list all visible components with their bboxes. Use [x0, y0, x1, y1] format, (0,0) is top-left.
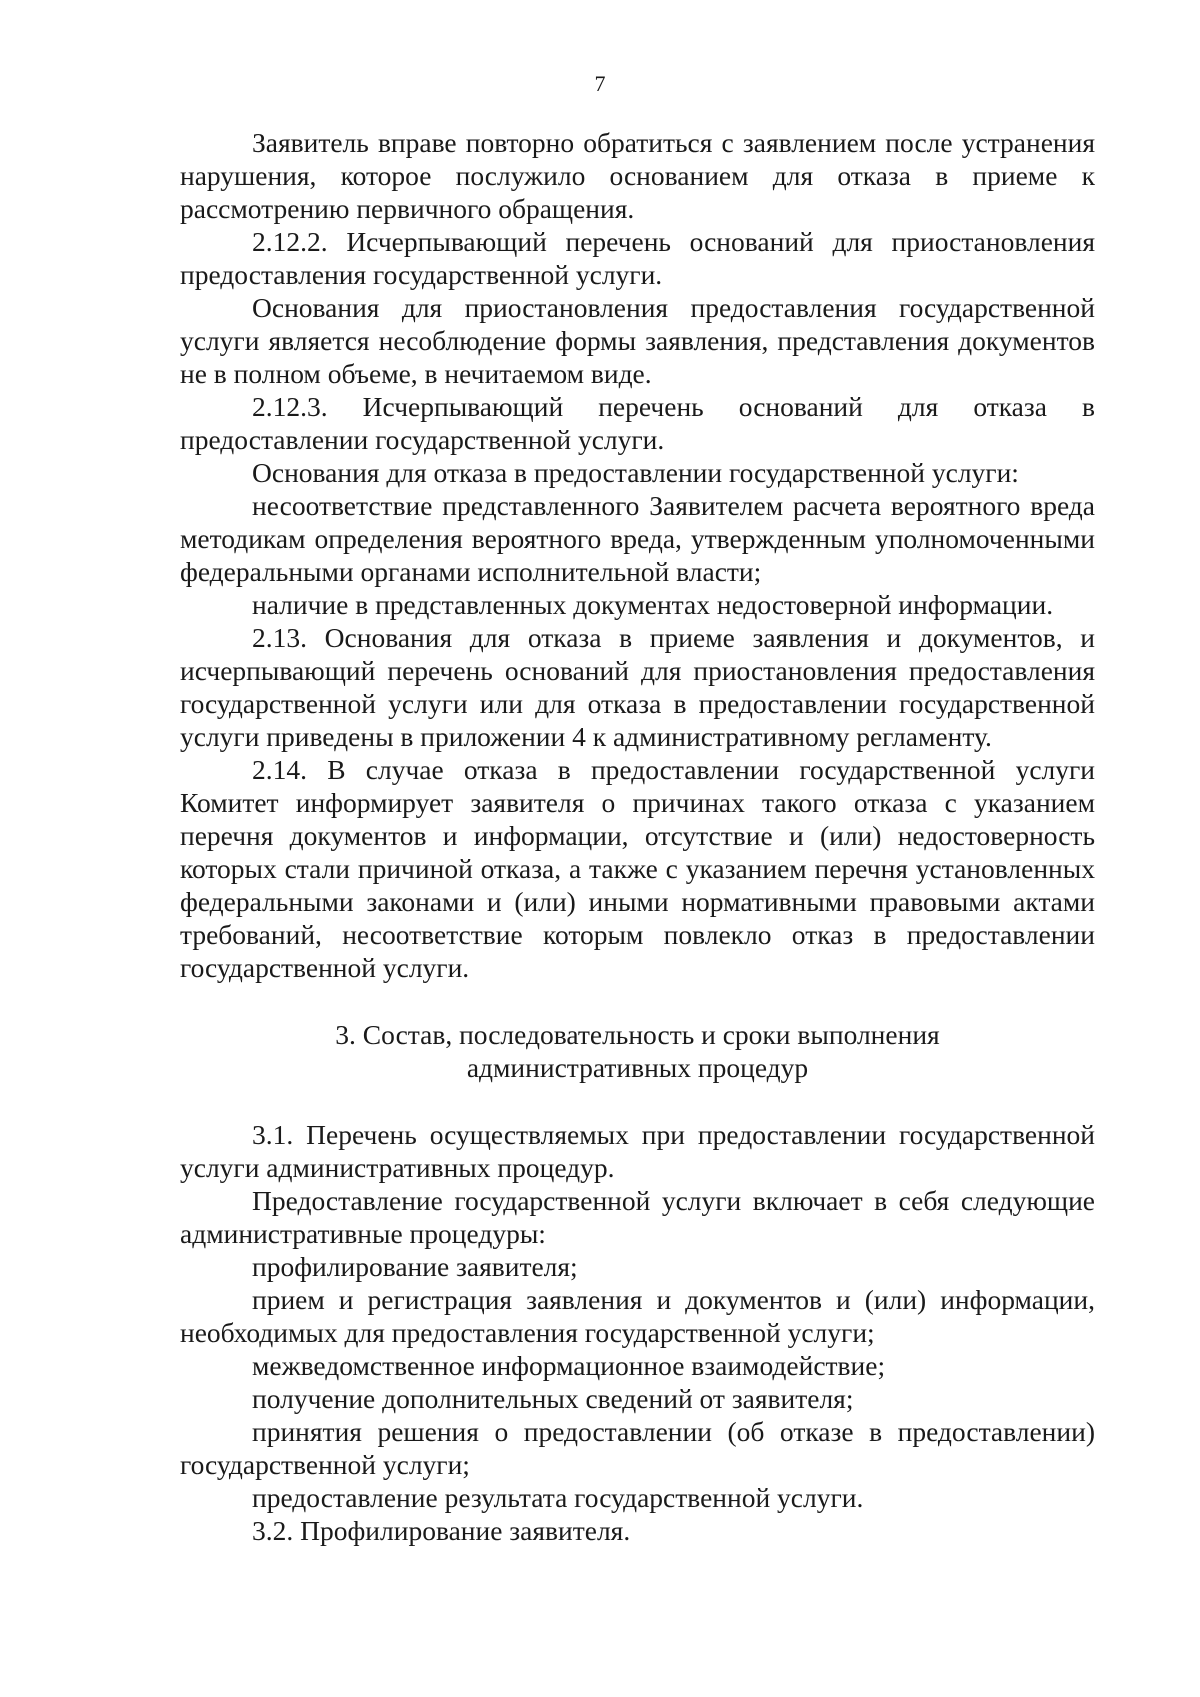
paragraph: Заявитель вправе повторно обратиться с заявлением после устранения нарушения, которое послужило основанием для отказа в приеме к рассмотрению первичного обращения.: [180, 127, 1095, 224]
list-item: межведомственное информационное взаимодействие;: [252, 1350, 886, 1381]
list-item: получение дополнительных сведений от заявителя;: [252, 1383, 854, 1414]
list-item: предоставление результата государственной услуги.: [252, 1482, 864, 1513]
paragraph: Предоставление государственной услуги включает в себя следующие административные процедуры:: [180, 1185, 1095, 1249]
paragraph: 3.2. Профилирование заявителя.: [252, 1515, 631, 1546]
paragraph: Основания для приостановления предоставления государственной услуги является несоблюдение формы заявления, представления документов не в полном объеме, в нечитаемом виде.: [180, 292, 1095, 389]
paragraph: 2.12.2. Исчерпывающий перечень оснований для приостановления предоставления государственной услуги.: [180, 226, 1095, 290]
list-item: прием и регистрация заявления и документов и (или) информации, необходимых для предоставления государственной услуги;: [180, 1284, 1095, 1348]
document-body: [180, 126, 1095, 1547]
list-item: принятия решения о предоставлении (об отказе в предоставлении) государственной услуги;: [180, 1416, 1095, 1480]
paragraph: 2.13. Основания для отказа в приеме заявления и документов, и исчерпывающий перечень оснований для приостановления предоставления государственной услуги или для отказа в предоставлении государственной услуги приведены в приложении 4 к административному регламенту.: [180, 622, 1095, 752]
paragraph: наличие в представленных документах недостоверной информации.: [252, 589, 1054, 620]
list-item: профилирование заявителя;: [252, 1251, 578, 1282]
paragraph: 2.14. В случае отказа в предоставлении государственной услуги Комитет информирует заявителя о причинах такого отказа с указанием перечня документов и информации, отсутствие и (или) недостоверность которых стали причиной отказа, а также с указанием перечня установленных федеральными законами и (или) иными нормативными правовыми актами требований, несоответствие которым повлекло отказ в предоставлении государственной услуги.: [180, 754, 1095, 983]
paragraph: несоответствие представленного Заявителем расчета вероятного вреда методикам определения вероятного вреда, утвержденным уполномоченными федеральными органами исполнительной власти;: [180, 490, 1095, 587]
paragraph: 2.12.3. Исчерпывающий перечень оснований для отказа в предоставлении государственной услуги.: [180, 391, 1095, 455]
page-number: 7: [594, 71, 606, 96]
paragraph: 3.1. Перечень осуществляемых при предоставлении государственной услуги административных процедур.: [180, 1119, 1095, 1183]
paragraph: Основания для отказа в предоставлении государственной услуги:: [252, 457, 1019, 488]
section-heading: 3. Состав, последовательность и сроки выполнения административных процедур: [335, 1019, 940, 1083]
